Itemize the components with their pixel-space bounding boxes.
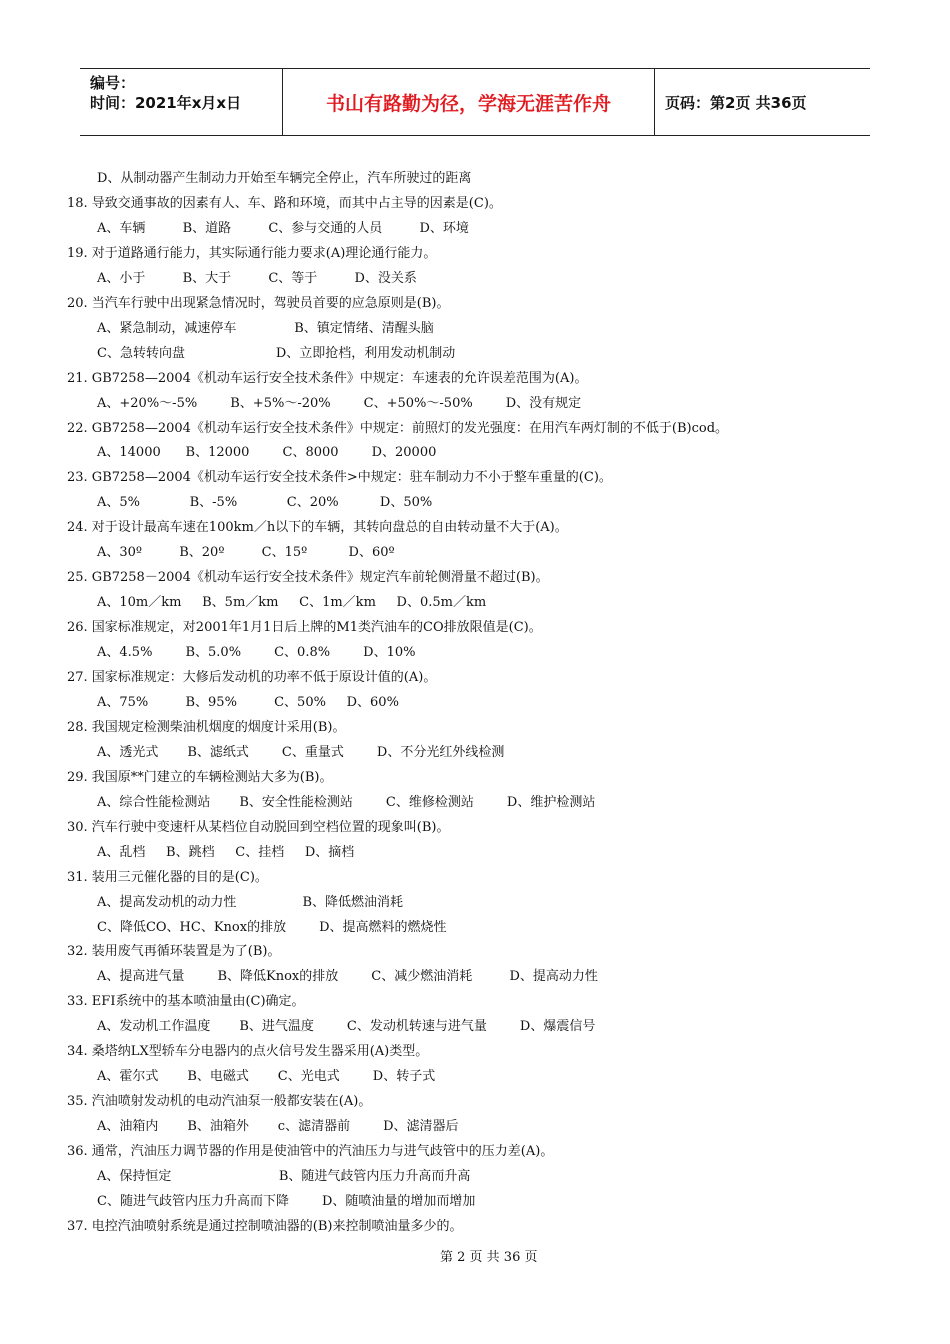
answer-options: A、紧急制动，减速停车 B、镇定情绪、清醒头脑	[97, 320, 434, 336]
answer-options: A、+20%～-5% B、+5%～-20% C、+50%～-50% D、没有规定	[97, 395, 582, 411]
answer-options: C、降低CO、HC、Knox的排放 D、提高燃料的燃烧性	[97, 919, 447, 935]
question-text: 20. 当汽车行驶中出现紧急情况时，驾驶员首要的应急原则是(B)。	[67, 295, 450, 311]
document-header	[80, 68, 870, 136]
question-text: 32. 装用废气再循环装置是为了(B)。	[67, 944, 281, 960]
question-text: 37. 电控汽油喷射系统是通过控制喷油器的(B)来控制喷油量多少的。	[67, 1218, 463, 1234]
question-text: 31. 装用三元催化器的目的是(C)。	[67, 869, 268, 885]
question-text: 33. EFI系统中的基本喷油量由(C)确定。	[67, 994, 305, 1010]
answer-options: A、乱档 B、跳档 C、挂档 D、摘档	[97, 844, 355, 860]
question-text: 24. 对于设计最高车速在100km／h以下的车辆，其转向盘总的自由转动量不大于(A)。	[67, 520, 568, 536]
question-text: 25. GB7258－2004《机动车运行安全技术条件》规定汽车前轮侧滑量不超过(B)。	[67, 570, 549, 586]
question-text: 30. 汽车行驶中变速杆从某档位自动脱回到空档位置的现象叫(B)。	[67, 819, 450, 835]
question-text: 28. 我国规定检测柴油机烟度的烟度计采用(B)。	[67, 719, 346, 735]
question-text: 34. 桑塔纳LX型轿车分电器内的点火信号发生器采用(A)类型。	[67, 1044, 429, 1060]
answer-options: A、14000 B、12000 C、8000 D、20000	[97, 445, 437, 461]
number-label: 编号：	[90, 74, 136, 92]
answer-options: A、综合性能检测站 B、安全性能检测站 C、维修检测站 D、维护检测站	[97, 794, 596, 810]
header-page-info: 页码：第2页 共36页	[665, 93, 807, 112]
header-meta	[80, 69, 283, 135]
question-text: 26. 国家标准规定，对2001年1月1日后上牌的M1类汽油车的CO排放限值是(C)。	[67, 620, 542, 636]
answer-options: A、30º B、20º C、15º D、60º	[97, 545, 395, 561]
answer-options: C、急转转向盘 D、立即抢档，利用发动机制动	[97, 345, 456, 361]
question-text: 35. 汽油喷射发动机的电动汽油泵一般都安装在(A)。	[67, 1094, 372, 1110]
answer-options: A、10m／km B、5m／km C、1m／km D、0.5m／km	[97, 595, 487, 611]
answer-options: A、提高发动机的动力性 B、降低燃油消耗	[97, 894, 404, 910]
date-label: 时间：2021年x月x日	[90, 94, 242, 112]
question-text: 19. 对于道路通行能力，其实际通行能力要求(A)理论通行能力。	[67, 245, 437, 261]
answer-options: A、车辆 B、道路 C、参与交通的人员 D、环境	[97, 220, 469, 236]
question-text: 29. 我国原**门建立的车辆检测站大多为(B)。	[67, 769, 333, 785]
header-motto: 书山有路勤为径，学海无涯苦作舟	[283, 69, 655, 135]
answer-options: A、霍尔式 B、电磁式 C、光电式 D、转子式	[97, 1069, 436, 1085]
question-text: 21. GB7258—2004《机动车运行安全技术条件》中规定：车速表的允许误差范围为(A)。	[67, 370, 588, 386]
question-text: 18. 导致交通事故的因素有人、车、路和环境，而其中占主导的因素是(C)。	[67, 195, 502, 211]
answer-options: A、75% B、95% C、50% D、60%	[97, 694, 399, 710]
answer-options: A、4.5% B、5.0% C、0.8% D、10%	[97, 645, 416, 661]
question-text: 22. GB7258—2004《机动车运行安全技术条件》中规定：前照灯的发光强度：在用汽车两灯制的不低于(B)cod。	[67, 420, 729, 436]
question-text: 36. 通常，汽油压力调节器的作用是使油管中的汽油压力与进气歧管中的压力差(A)。	[67, 1144, 554, 1160]
answer-options: C、随进气歧管内压力升高而下降 D、随喷油量的增加而增加	[97, 1193, 476, 1209]
answer-options: A、5% B、-5% C、20% D、50%	[97, 495, 433, 511]
page-footer: 第 2 页 共 36 页	[440, 1250, 538, 1265]
answer-options: A、小于 B、大于 C、等于 D、没关系	[97, 270, 417, 286]
answer-options: A、透光式 B、滤纸式 C、重量式 D、不分光红外线检测	[97, 744, 505, 760]
answer-options: D、从制动器产生制动力开始至车辆完全停止，汽车所驶过的距离	[97, 171, 472, 186]
answer-options: A、提高进气量 B、降低Knox的排放 C、减少燃油消耗 D、提高动力性	[97, 969, 598, 985]
answer-options: A、油箱内 B、油箱外 c、滤清器前 D、滤清器后	[97, 1119, 459, 1135]
answer-options: A、保持恒定 B、随进气歧管内压力升高而升高	[97, 1169, 471, 1184]
question-text: 23. GB7258—2004《机动车运行安全技术条件>中规定：驻车制动力不小于整车重量的(C)。	[67, 470, 612, 486]
question-text: 27. 国家标准规定：大修后发动机的功率不低于原设计值的(A)。	[67, 670, 437, 685]
answer-options: A、发动机工作温度 B、进气温度 C、发动机转速与进气量 D、爆震信号	[97, 1019, 596, 1035]
